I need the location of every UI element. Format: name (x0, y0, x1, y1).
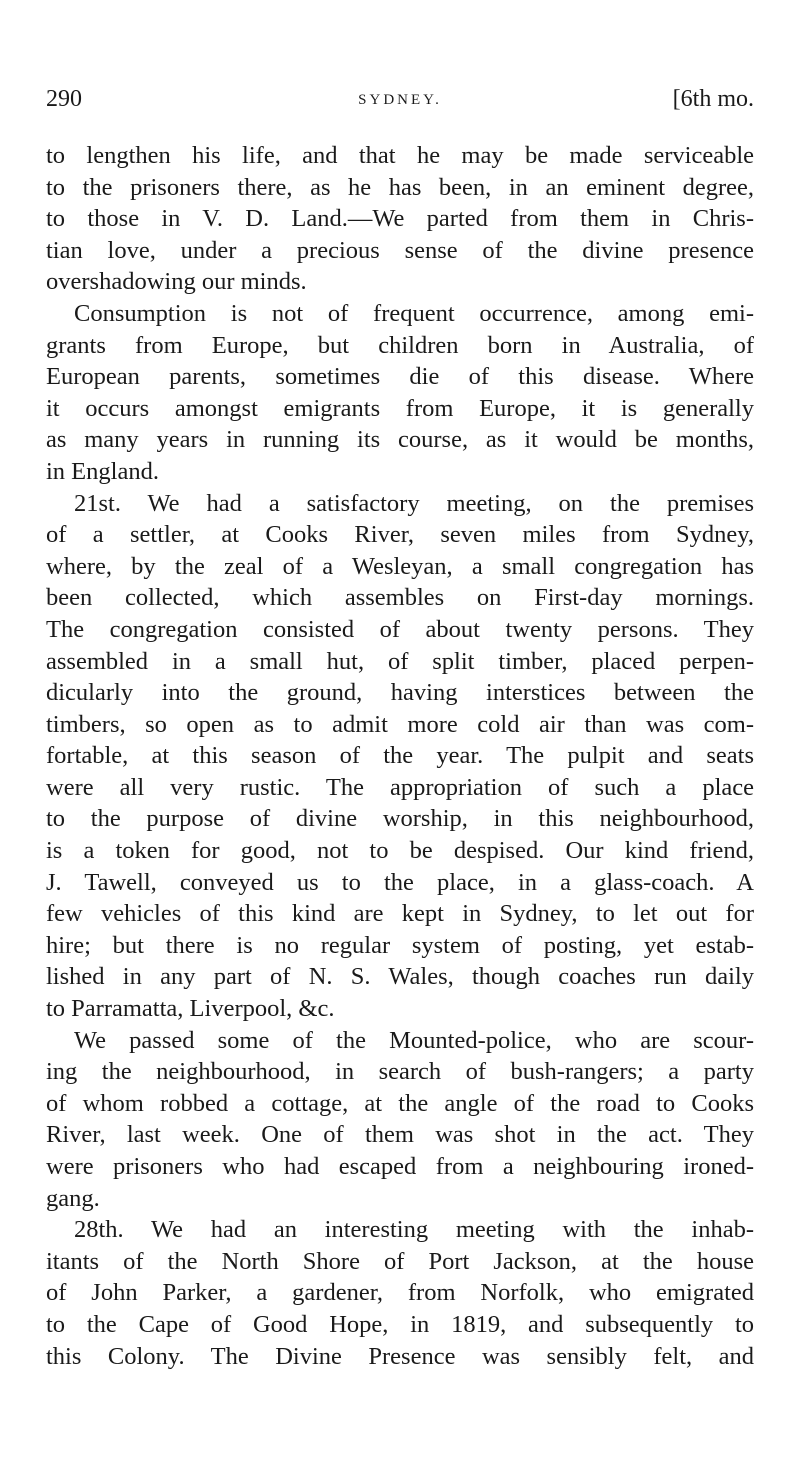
text-line: been collected, which assembles on First-day mornings. (46, 584, 754, 612)
text-line: were all very rustic. The appropriation of such a place (46, 773, 754, 801)
text-line: fortable, at this season of the year. The pulpit and seats (46, 742, 754, 770)
text-line: to the prisoners there, as he has been, in an eminent degree, (46, 173, 754, 201)
text-line: is a token for good, not to be despised. Our kind friend, (46, 837, 754, 865)
text-line: overshadowing our minds. (46, 268, 307, 296)
text-line: lished in any part of N. S. Wales, though coaches run daily (46, 963, 754, 991)
text-line: 28th. We had an interesting meeting with the inhab- (74, 1216, 754, 1244)
body-text (46, 140, 754, 1372)
text-line: of a settler, at Cooks River, seven miles from Sydney, (46, 521, 754, 549)
text-line: few vehicles of this kind are kept in Sydney, to let out for (46, 900, 754, 928)
section-marker: [6th mo. (672, 86, 754, 112)
text-line: it occurs amongst emigrants from Europe, it is generally (46, 394, 754, 422)
text-line: 21st. We had a satisfactory meeting, on the premises (74, 489, 754, 517)
text-line: were prisoners who had escaped from a neighbouring ironed- (46, 1153, 754, 1180)
text-line: as many years in running its course, as it would be months, (46, 426, 754, 454)
text-line: dicularly into the ground, having interstices between the (46, 679, 754, 707)
text-line: to Parramatta, Liverpool, &c. (46, 995, 335, 1023)
text-line: to lengthen his life, and that he may be made serviceable (46, 142, 754, 169)
text-line: hire; but there is no regular system of posting, yet estab- (46, 931, 754, 959)
text-line: in England. (46, 457, 159, 485)
text-line: to the purpose of divine worship, in this neighbourhood, (46, 805, 754, 833)
text-line: River, last week. One of them was shot in the act. They (46, 1121, 754, 1149)
text-line: to those in V. D. Land.—We parted from them in Chris- (46, 205, 754, 233)
text-line: timbers, so open as to admit more cold air than was com- (46, 710, 754, 738)
text-line: The congregation consisted of about twenty persons. They (46, 615, 754, 643)
text-line: European parents, sometimes die of this disease. Where (46, 363, 754, 391)
text-line: grants from Europe, but children born in Australia, of (46, 331, 754, 359)
text-line: We passed some of the Mounted-police, who are scour- (74, 1026, 754, 1054)
text-line: this Colony. The Divine Presence was sensibly felt, and (46, 1342, 754, 1370)
text-line: to the Cape of Good Hope, in 1819, and subsequently to (46, 1310, 754, 1338)
text-line: J. Tawell, conveyed us to the place, in a glass-coach. A (46, 868, 754, 896)
text-line: assembled in a small hut, of split timber, placed perpen- (46, 647, 754, 675)
text-line: ing the neighbourhood, in search of bush-rangers; a party (46, 1058, 754, 1086)
text-line: gang. (46, 1184, 100, 1212)
running-title: SYDNEY. (358, 92, 442, 108)
page-header (46, 86, 754, 118)
text-line: Consumption is not of frequent occurrence, among emi- (74, 299, 754, 327)
text-line: tian love, under a precious sense of the divine presence (46, 236, 754, 264)
text-line: of John Parker, a gardener, from Norfolk, who emigrated (46, 1279, 754, 1307)
text-line: where, by the zeal of a Wesleyan, a small congregation has (46, 552, 754, 580)
text-line: itants of the North Shore of Port Jackson, at the house (46, 1247, 754, 1275)
text-line: of whom robbed a cottage, at the angle of the road to Cooks (46, 1089, 754, 1117)
page-number: 290 (46, 86, 82, 112)
